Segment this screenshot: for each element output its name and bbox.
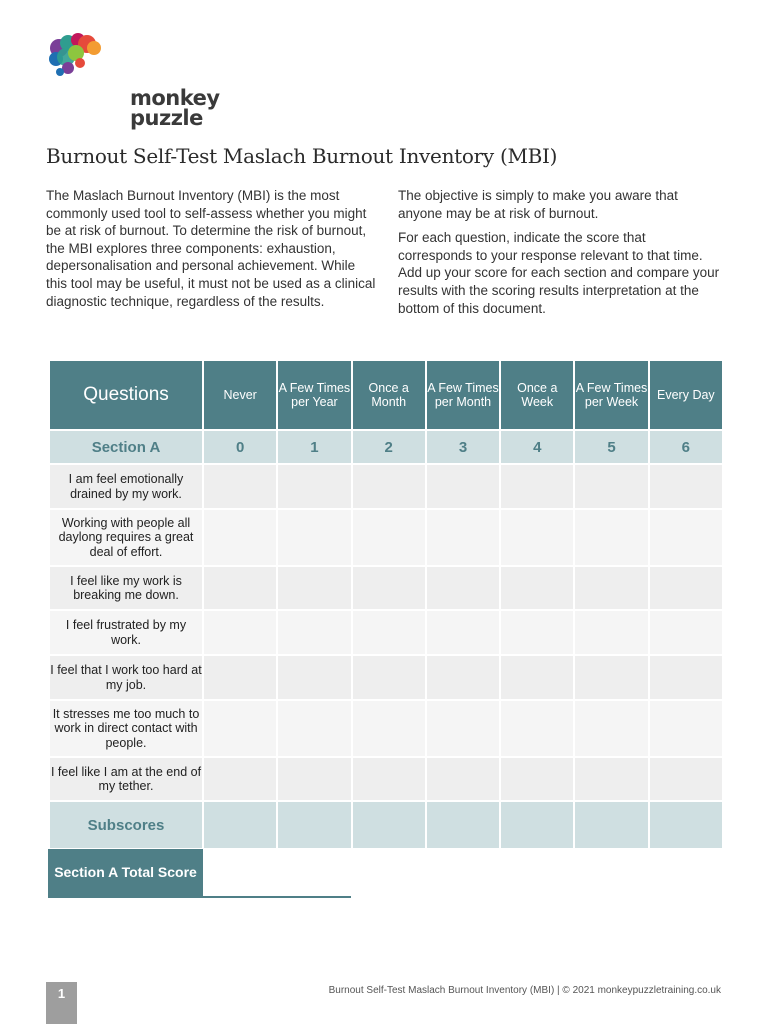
question-text: I feel like I am at the end of my tether. bbox=[50, 758, 202, 800]
table-row bbox=[50, 567, 722, 609]
subscore-cell[interactable] bbox=[204, 802, 276, 848]
header-option: Once a Month bbox=[353, 361, 425, 429]
answer-cell[interactable] bbox=[650, 465, 722, 508]
subscore-cell[interactable] bbox=[353, 802, 425, 848]
answer-cell[interactable] bbox=[204, 611, 276, 654]
answer-cell[interactable] bbox=[575, 510, 647, 565]
answer-cell[interactable] bbox=[278, 758, 350, 800]
answer-cell[interactable] bbox=[278, 611, 350, 654]
section-row bbox=[50, 431, 722, 463]
subscores-label: Subscores bbox=[50, 802, 202, 848]
header-option: A Few Times per Month bbox=[427, 361, 499, 429]
answer-cell[interactable] bbox=[204, 758, 276, 800]
answer-cell[interactable] bbox=[501, 758, 573, 800]
footer-text: Burnout Self-Test Maslach Burnout Inventory (MBI) | © 2021 monkeypuzzletraining.co.uk bbox=[328, 985, 721, 996]
table-row bbox=[50, 701, 722, 756]
answer-cell[interactable] bbox=[353, 510, 425, 565]
answer-cell[interactable] bbox=[204, 510, 276, 565]
answer-cell[interactable] bbox=[353, 611, 425, 654]
answer-cell[interactable] bbox=[278, 656, 350, 699]
answer-cell[interactable] bbox=[353, 758, 425, 800]
header-option: A Few Times per Year bbox=[278, 361, 350, 429]
answer-cell[interactable] bbox=[650, 656, 722, 699]
answer-cell[interactable] bbox=[575, 656, 647, 699]
answer-cell[interactable] bbox=[427, 758, 499, 800]
intro-left: The Maslach Burnout Inventory (MBI) is the most commonly used tool to self-assess whether you might be at risk of burnout. To determine the risk of burnout, the MBI explores three components: exhaustion, depersonalisation and personal achievement. While this tool may be useful, it must not be used as a clinical diagnostic technique, regardless of the results. bbox=[46, 188, 376, 309]
answer-cell[interactable] bbox=[204, 567, 276, 609]
subscore-cell[interactable] bbox=[575, 802, 647, 848]
answer-cell[interactable] bbox=[501, 465, 573, 508]
answer-cell[interactable] bbox=[501, 656, 573, 699]
answer-cell[interactable] bbox=[353, 567, 425, 609]
header-option: Once a Week bbox=[501, 361, 573, 429]
section-label: Section A bbox=[50, 431, 202, 463]
total-score-label: Section A Total Score bbox=[48, 849, 203, 896]
table-row bbox=[50, 656, 722, 699]
table-row bbox=[50, 510, 722, 565]
score-value: 5 bbox=[575, 431, 647, 463]
answer-cell[interactable] bbox=[204, 465, 276, 508]
header-option: Never bbox=[204, 361, 276, 429]
subscore-cell[interactable] bbox=[427, 802, 499, 848]
answer-cell[interactable] bbox=[427, 701, 499, 756]
header-questions: Questions bbox=[50, 361, 202, 429]
answer-cell[interactable] bbox=[204, 701, 276, 756]
answer-cell[interactable] bbox=[575, 758, 647, 800]
answer-cell[interactable] bbox=[427, 611, 499, 654]
subscore-cell[interactable] bbox=[650, 802, 722, 848]
total-score-field[interactable] bbox=[203, 849, 351, 896]
question-text: It stresses me too much to work in direct contact with people. bbox=[50, 701, 202, 756]
mbi-table bbox=[48, 359, 724, 850]
answer-cell[interactable] bbox=[650, 611, 722, 654]
question-text: I feel like my work is breaking me down. bbox=[50, 567, 202, 609]
answer-cell[interactable] bbox=[278, 701, 350, 756]
score-value: 6 bbox=[650, 431, 722, 463]
answer-cell[interactable] bbox=[353, 656, 425, 699]
answer-cell[interactable] bbox=[575, 465, 647, 508]
subscore-cell[interactable] bbox=[501, 802, 573, 848]
header-option: A Few Times per Week bbox=[575, 361, 647, 429]
answer-cell[interactable] bbox=[278, 567, 350, 609]
subscore-cell[interactable] bbox=[278, 802, 350, 848]
header-option: Every Day bbox=[650, 361, 722, 429]
answer-cell[interactable] bbox=[650, 567, 722, 609]
question-text: I feel that I work too hard at my job. bbox=[50, 656, 202, 699]
question-text: Working with people all daylong requires a great deal of effort. bbox=[50, 510, 202, 565]
question-text: I am feel emotionally drained by my work. bbox=[50, 465, 202, 508]
score-value: 0 bbox=[204, 431, 276, 463]
table-header-row bbox=[50, 361, 722, 429]
table-row bbox=[50, 758, 722, 800]
answer-cell[interactable] bbox=[427, 656, 499, 699]
answer-cell[interactable] bbox=[650, 758, 722, 800]
answer-cell[interactable] bbox=[427, 465, 499, 508]
answer-cell[interactable] bbox=[501, 567, 573, 609]
answer-cell[interactable] bbox=[353, 701, 425, 756]
intro-right: The objective is simply to make you aware that anyone may be at risk of burnout. For each question, indicate the score that corresponds to your response relevant to that time. Add up your score for each section and compare your results with the scoring results interpretation at the bottom of this document. bbox=[398, 188, 720, 316]
answer-cell[interactable] bbox=[501, 510, 573, 565]
table-row bbox=[50, 465, 722, 508]
score-value: 2 bbox=[353, 431, 425, 463]
answer-cell[interactable] bbox=[575, 567, 647, 609]
section-total bbox=[48, 849, 351, 898]
answer-cell[interactable] bbox=[204, 656, 276, 699]
page-title: Burnout Self-Test Maslach Burnout Inventory (MBI) bbox=[46, 144, 558, 168]
answer-cell[interactable] bbox=[575, 611, 647, 654]
answer-cell[interactable] bbox=[278, 465, 350, 508]
answer-cell[interactable] bbox=[650, 510, 722, 565]
answer-cell[interactable] bbox=[501, 701, 573, 756]
answer-cell[interactable] bbox=[278, 510, 350, 565]
score-value: 3 bbox=[427, 431, 499, 463]
table-row bbox=[50, 611, 722, 654]
page-number: 1 bbox=[46, 982, 77, 1024]
brand-name: monkey puzzle bbox=[130, 86, 220, 130]
question-text: I feel frustrated by my work. bbox=[50, 611, 202, 654]
subscores-row bbox=[50, 802, 722, 848]
answer-cell[interactable] bbox=[427, 510, 499, 565]
brand-logo bbox=[46, 32, 220, 130]
answer-cell[interactable] bbox=[650, 701, 722, 756]
answer-cell[interactable] bbox=[427, 567, 499, 609]
score-value: 1 bbox=[278, 431, 350, 463]
answer-cell[interactable] bbox=[353, 465, 425, 508]
answer-cell[interactable] bbox=[501, 611, 573, 654]
logo-mark-icon bbox=[46, 32, 106, 80]
answer-cell[interactable] bbox=[575, 701, 647, 756]
score-value: 4 bbox=[501, 431, 573, 463]
